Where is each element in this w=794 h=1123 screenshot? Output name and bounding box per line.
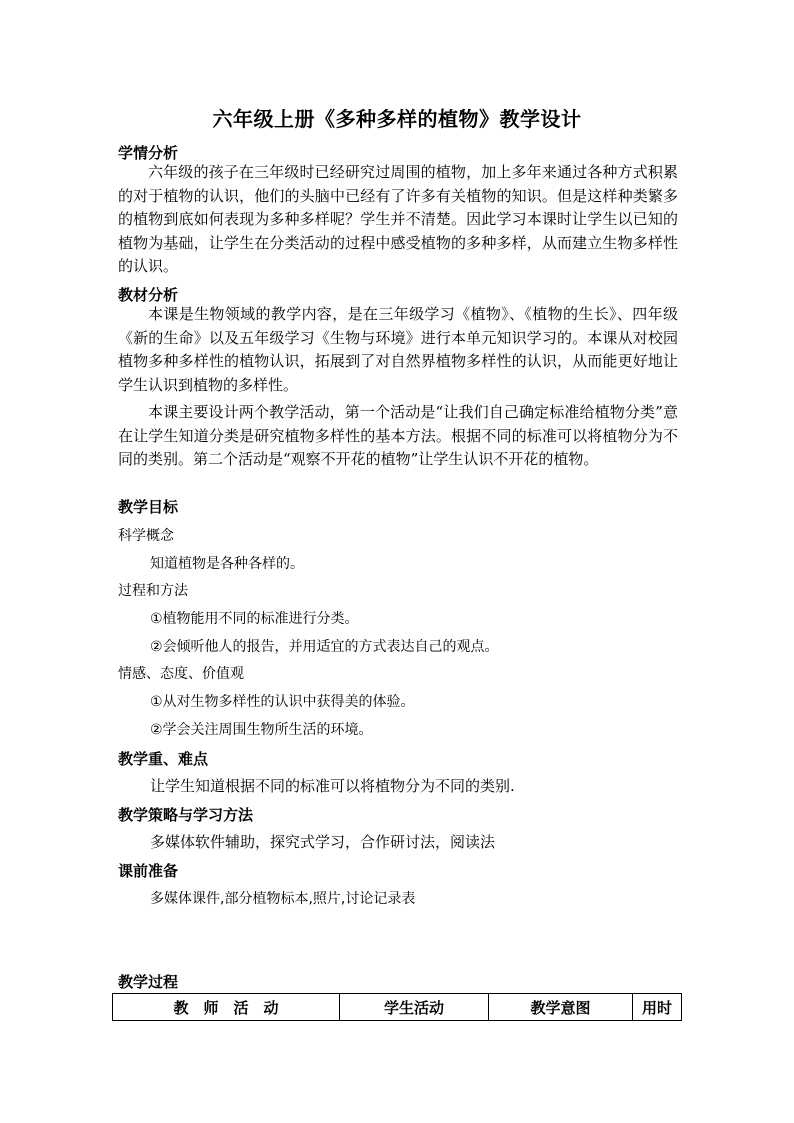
goal-method-item-2: ②会倾听他人的报告，并用适宜的方式表达自己的观点。 (150, 639, 499, 655)
process-table-header-row (113, 994, 682, 1021)
goal-concept-text: 知道植物是各种各样的。 (150, 556, 304, 572)
paragraph-material-analysis-2: 本课主要设计两个教学活动，第一个活动是“让我们自己确定标准给植物分类”意在让学生知道分类是研究植物多样性的基本方法。根据不同的标准可以将植物分为不同的类别。第二个活动是“观察不开花的植物”让学生认识不开花的植物。 (118, 403, 678, 469)
heading-process: 教学过程 (118, 973, 179, 991)
goal-attitude-item-2: ②学会关注周围生物所生活的环境。 (150, 722, 373, 738)
goal-method-item-1: ①植物能用不同的标准进行分类。 (150, 611, 359, 627)
heading-strategy: 教学策略与学习方法 (118, 806, 254, 824)
strategy-text: 多媒体软件辅助，探究式学习，合作研讨法，阅读法 (150, 833, 496, 851)
paragraph-learning-analysis: 六年级的孩子在三年级时已经研究过周围的植物，加上多年来通过各种方式积累的对于植物的认识，他们的头脑中已经有了许多有关植物的知识。但是这样种类繁多的植物到底如何表现为多种多样呢？学生并不清楚。因此学习本课时让学生以已知的植物为基础，让学生在分类活动的过程中感受植物的多种多样，从而建立生物多样性的认识。 (118, 163, 678, 276)
document-title: 六年级上册《多种多样的植物》教学设计 (212, 107, 582, 131)
column-header-student-activity: 学生活动 (340, 994, 489, 1021)
key-points-text: 让学生知道根据不同的标准可以将植物分为不同的类别. (150, 777, 515, 795)
column-header-teaching-intent: 教学意图 (489, 994, 633, 1021)
column-header-teacher-activity: 教 师 活 动 (113, 994, 340, 1021)
heading-preparation: 课前准备 (118, 862, 179, 880)
goal-concept-label: 科学概念 (118, 528, 174, 544)
goal-attitude-item-1: ①从对生物多样性的认识中获得美的体验。 (150, 694, 415, 710)
paragraph-material-analysis-1: 本课是生物领域的教学内容，是在三年级学习《植物》、《植物的生长》、四年级《新的生命》以及五年级学习《生物与环境》进行本单元知识学习的。本课从对校园植物多种多样性的植物认识，拓展到了对自然界植物多样性的认识，从而能更好地让学生认识到植物的多样性。 (118, 305, 678, 394)
goal-method-label: 过程和方法 (118, 583, 188, 599)
column-header-time: 用时 (633, 994, 682, 1021)
process-table (112, 993, 682, 1021)
heading-material-analysis: 教材分析 (118, 286, 179, 304)
heading-goals: 教学目标 (118, 498, 179, 516)
preparation-text: 多媒体课件,部分植物标本,照片,讨论记录表 (150, 891, 416, 907)
heading-key-points: 教学重、难点 (118, 750, 209, 768)
heading-learning-analysis: 学情分析 (118, 144, 179, 162)
goal-attitude-label: 情感、态度、价值观 (118, 666, 244, 682)
